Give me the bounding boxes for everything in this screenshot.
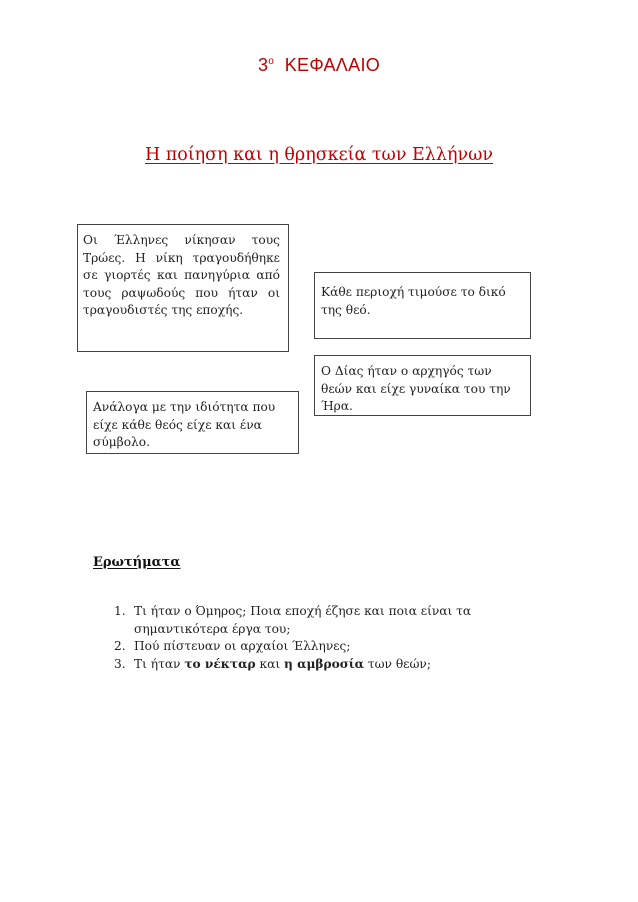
text-box-zeus bbox=[314, 355, 531, 416]
question-number: 1. bbox=[114, 604, 126, 618]
question-number: 2. bbox=[114, 639, 126, 653]
question-text: Τι ήταν ο Όμηρος; Ποια εποχή έζησε και ποια είναι τα σημαντικότερα έργα του; bbox=[134, 604, 472, 636]
question-number: 3. bbox=[114, 656, 126, 671]
chapter-number: 3 bbox=[257, 55, 269, 75]
question-text-part: των θεών; bbox=[363, 656, 431, 671]
text-box-content: Οι Έλληνες νίκησαν τους Τρώες. Η νίκη τραγουδήθηκε σε γιορτές και πανηγύρια από τους ραψωδούς που ήταν οι τραγουδιστές της εποχής. bbox=[83, 233, 280, 317]
text-box-god-symbols bbox=[86, 391, 299, 454]
question-text-part: Τι ήταν bbox=[134, 656, 185, 671]
question-text-part: και bbox=[255, 656, 284, 671]
page-subtitle: Η ποίηση και η θρησκεία των Ελλήνων bbox=[144, 145, 494, 165]
chapter-word: ΚΕΦΑΛΑΙΟ bbox=[284, 55, 381, 75]
text-box-regional-god bbox=[314, 272, 531, 339]
text-box-content: Ανάλογα με την ιδιότητα που είχε κάθε θεός είχε και ένα σύμβολο. bbox=[93, 400, 276, 449]
question-item bbox=[114, 638, 554, 656]
text-box-trojan-victory bbox=[77, 224, 289, 352]
question-bold-nectar: το νέκταρ bbox=[184, 656, 256, 671]
chapter-title bbox=[0, 53, 638, 77]
question-item bbox=[114, 656, 554, 674]
chapter-superscript: ο bbox=[268, 56, 275, 67]
text-box-content: Ο Δίας ήταν ο αρχηγός των θεών και είχε γυναίκα του την Ήρα. bbox=[321, 364, 511, 413]
question-text: Πού πίστευαν οι αρχαίοι Έλληνες; bbox=[134, 639, 351, 653]
text-box-content: Κάθε περιοχή τιμούσε το δικό της θεό. bbox=[321, 285, 506, 317]
question-bold-ambrosia: η αμβροσία bbox=[283, 656, 364, 671]
question-item bbox=[114, 603, 554, 638]
questions-heading: Ερωτήματα bbox=[93, 555, 181, 570]
questions-list bbox=[114, 603, 554, 673]
